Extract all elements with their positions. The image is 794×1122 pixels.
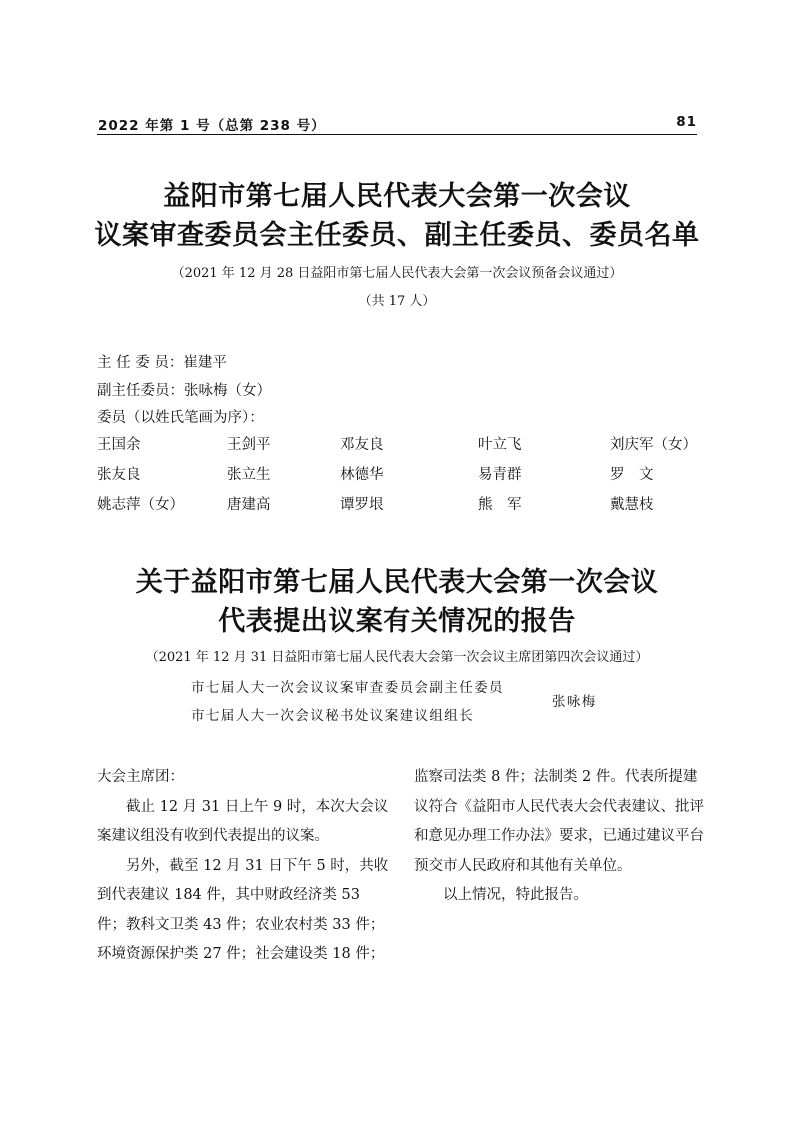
member-name: 王国余 [97,437,141,453]
section1-title-line1: 益阳市第七届人民代表大会第一次会议 [163,181,631,212]
paragraph-1: 截止 12 月 31 日上午 9 时，本次大会议案建议组没有收到代表提出的议案。 [97,798,389,844]
member-name: 易青群 [478,467,522,483]
closing-line: 以上情况，特此报告。 [443,887,588,903]
member-name: 姚志萍（女） [97,497,184,513]
body-column-left [97,763,389,970]
page-number: 81 [676,114,697,130]
member-name: 熊 军 [478,497,522,513]
member-name: 谭罗垠 [340,497,384,513]
section1-title-line2: 议案审查委员会主任委员、副主任委员、委员名单 [94,220,700,251]
member-name: 邓友良 [340,437,384,453]
member-name: 王剑平 [227,437,271,453]
member-name: 张友良 [97,467,141,483]
members-row [97,493,707,523]
member-name: 叶立飞 [478,437,522,453]
section2-title-line2: 代表提出议案有关情况的报告 [218,606,576,637]
reporter-name: 张咏梅 [552,694,597,710]
section1-approval-note: （2021 年 12 月 28 日益阳市第七届人民代表大会第一次会议预备会议通过） [171,266,623,281]
member-name: 林德华 [340,467,384,483]
issue-label: 2022 年第 1 号（总第 238 号） [98,118,326,134]
section2-title-line1: 关于益阳市第七届人民代表大会第一次会议 [135,567,659,598]
member-name: 刘庆军（女） [610,437,697,453]
members-label: 委员（以姓氏笔画为序）： [97,410,264,426]
header-rule [97,134,697,135]
paragraph-2: 另外，截至 12 月 31 日下午 5 时，共收到代表建议 184 件，其中财政经济类 53 件；教科文卫类 43 件；农业农村类 33 件；环境资源保护类 27 件；社会建设类 18 件； [97,857,389,962]
reporter-title-2: 市七届人大一次会议秘书处议案建议组组长 [191,708,475,724]
member-name: 罗 文 [610,467,654,483]
paragraph-2-continued: 监察司法类 8 件；法制类 2 件。代表所提建议符合《益阳市人民代表大会代表建议、批评和意见办理工作办法》要求，已通过建议平台预交市人民政府和其他有关单位。 [414,769,704,874]
section2-approval-note: （2021 年 12 月 31 日益阳市第七届人民代表大会第一次会议主席团第四次会议通过） [145,650,649,665]
chair-line: 主 任 委 员：崔建平 [97,355,227,371]
members-row [97,463,707,493]
members-grid [97,433,707,523]
body-column-right [414,763,706,911]
reporter-title-1: 市七届人大一次会议议案审查委员会副主任委员 [191,680,504,696]
section1-count: （共 17 人） [358,294,436,309]
salutation: 大会主席团： [97,769,184,785]
vice-chair-line: 副主任委员：张咏梅（女） [97,383,271,399]
member-name: 唐建高 [227,497,271,513]
member-name: 张立生 [227,467,271,483]
member-name: 戴慧枝 [610,497,654,513]
members-row [97,433,707,463]
